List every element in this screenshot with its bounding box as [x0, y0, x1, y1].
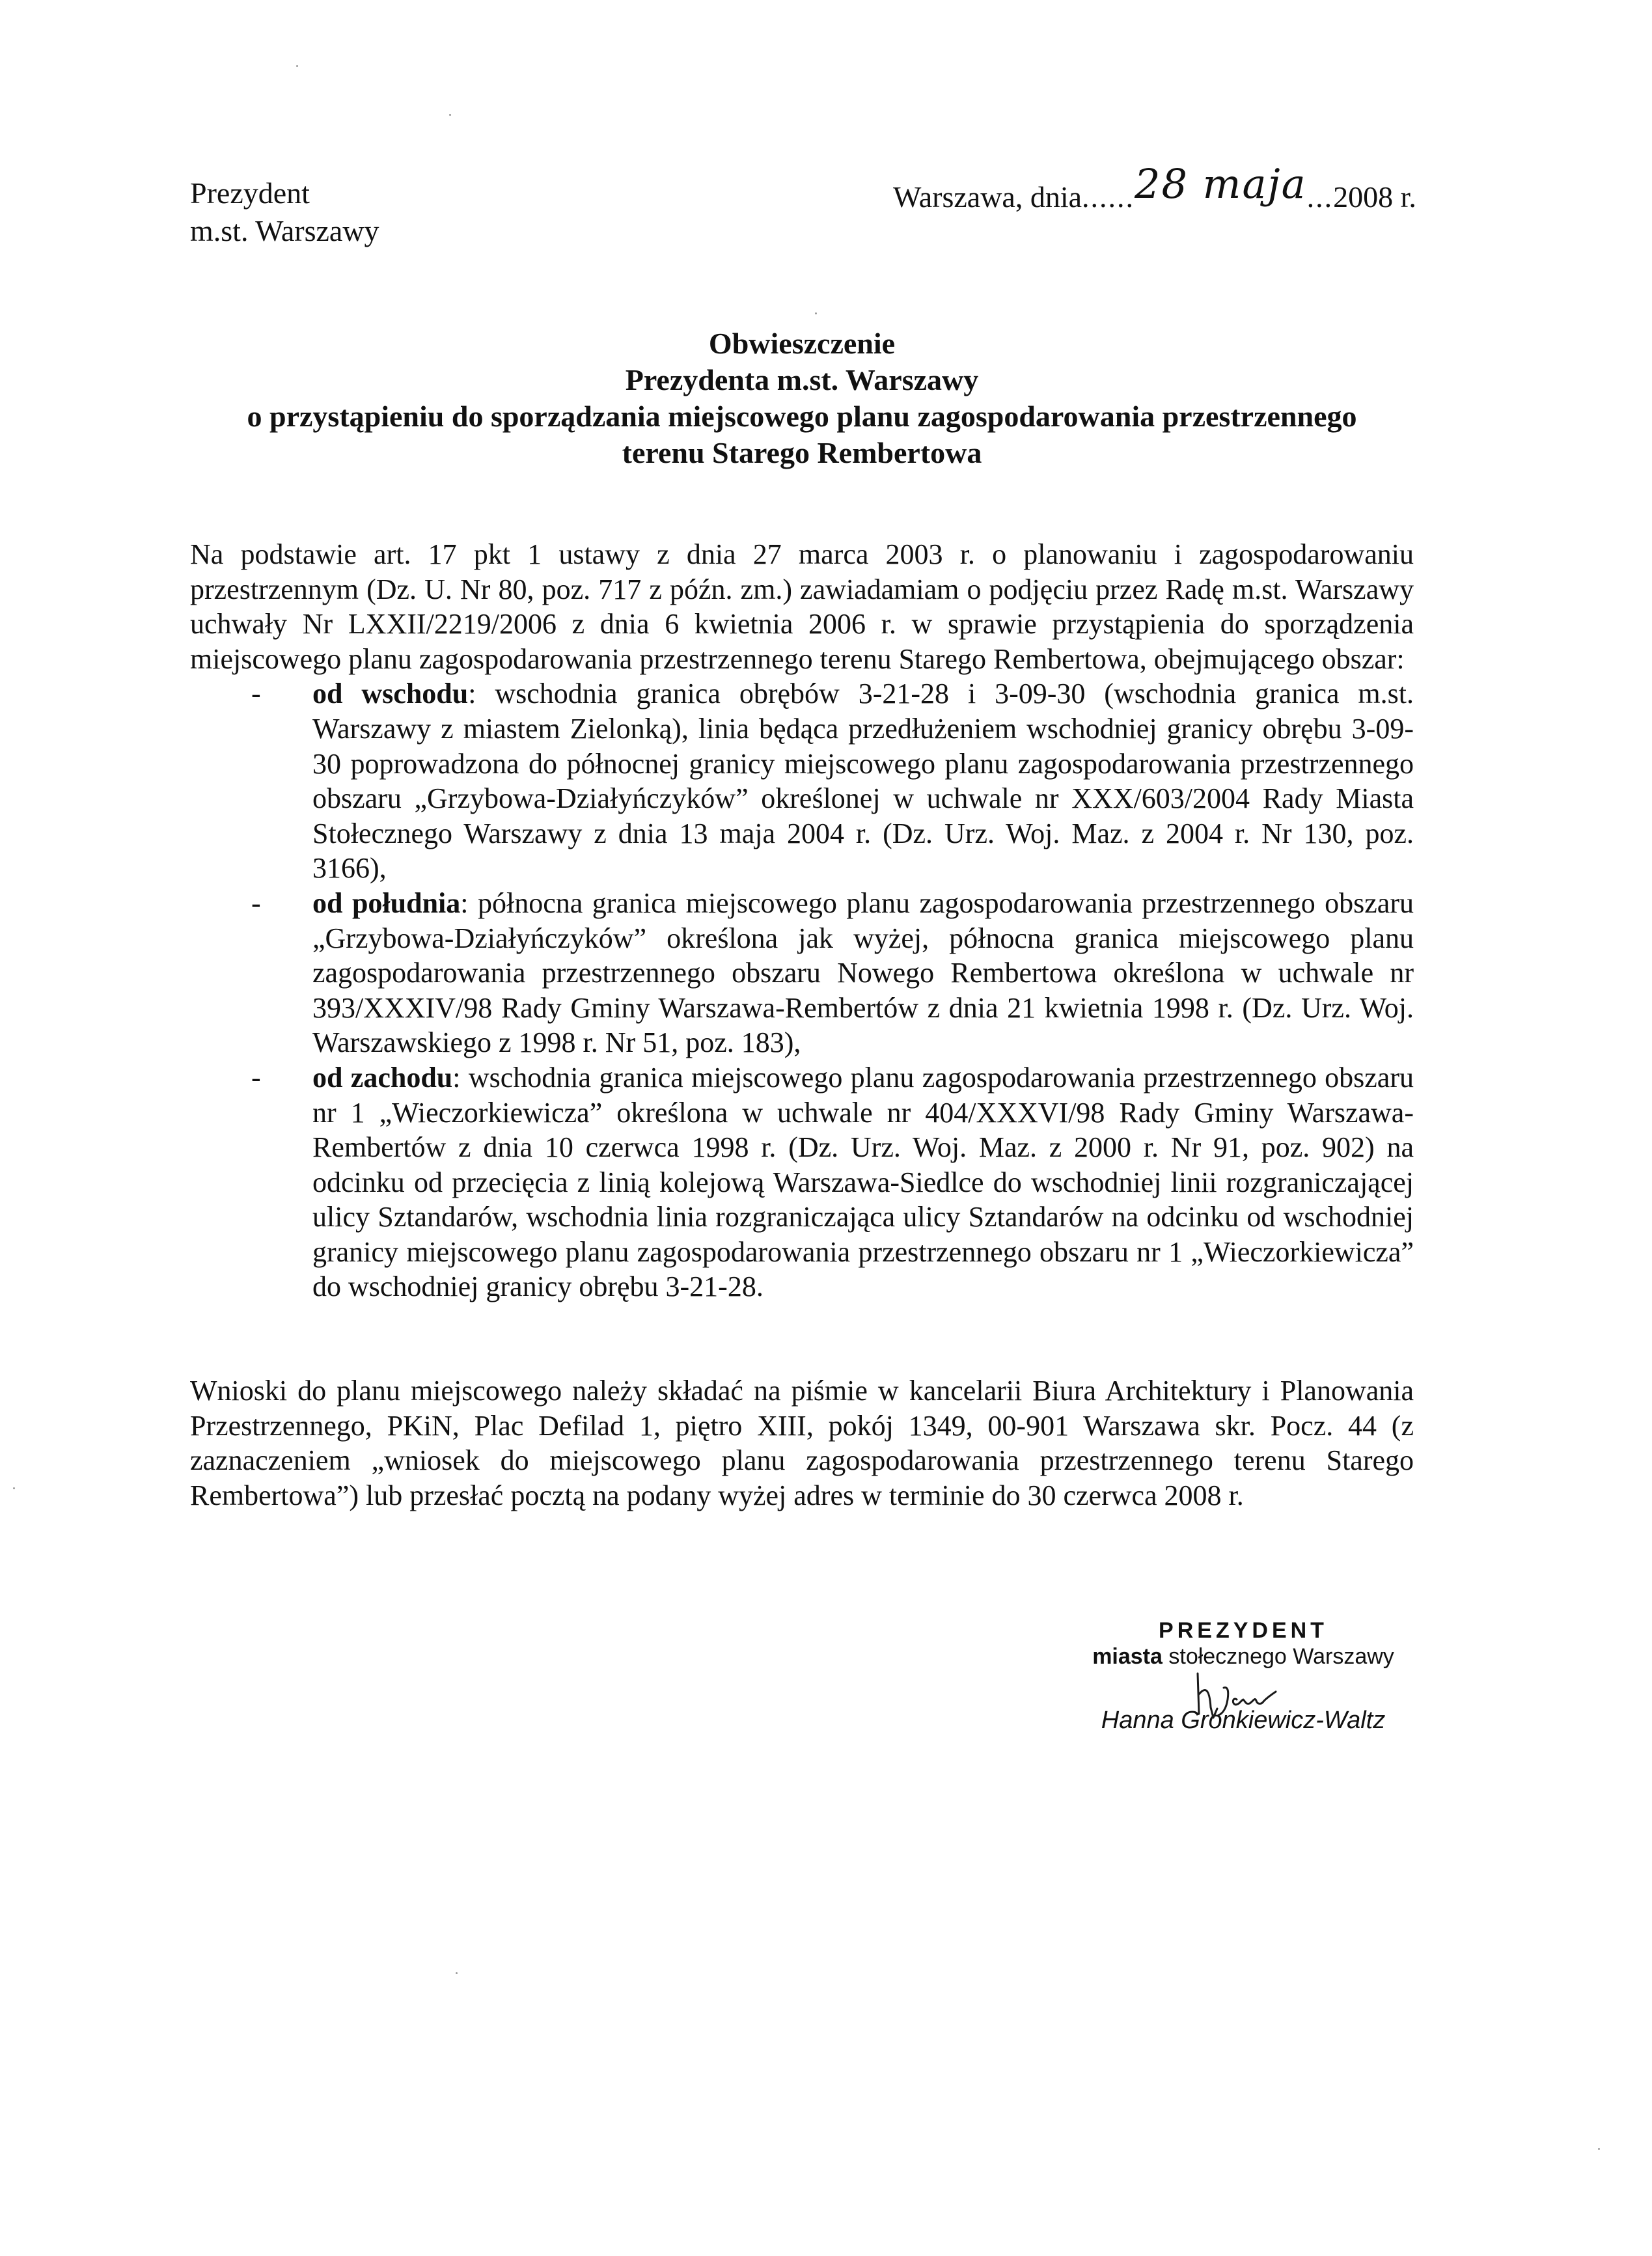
signatory-name: Hanna Gronkiewicz-Waltz: [1101, 1707, 1386, 1734]
date-prefix: Warszawa, dnia: [893, 180, 1082, 213]
boundary-text: : północna granica miejscowego planu zagospodarowania przestrzennego obszaru „Grzybowa-Działyńczyków” określona jak wyżej, północna granica miejscowego planu zagospodarowania przestrzennego obszaru Nowego Rembertowa określona w uchwale nr 393/XXXIV/98 Rady Gminy Warszawa-Rembertów z dnia 21 kwietnia 1998 r. (Dz. Urz. Woj. Warszawskiego z 1998 r. Nr 51, poz. 183),: [312, 887, 1414, 1059]
title-line-2: Prezydenta m.st. Warszawy: [625, 363, 979, 396]
scan-speck: [449, 114, 451, 116]
scan-speck: [13, 1487, 15, 1489]
signature-org-rest: stołecznego Warszawy: [1162, 1644, 1394, 1669]
dash-bullet-icon: -: [251, 678, 261, 710]
sender-block: [190, 174, 379, 250]
boundary-text: : wschodnia granica miejscowego planu zagospodarowania przestrzennego obszaru nr 1 „Wieczorkiewicza” określona w uchwale nr 404/XXXVI/98 Rady Gminy Warszawa-Rembertów z dnia 10 czerwca 1998 r. (Dz. Urz. Woj. Maz. z 2000 r. Nr 91, poz. 902) na odcinku od przecięcia z linią kolejową Warszawa-Siedlce do wschodniej linii rozgraniczającej ulicy Sztandarów, wschodnia linia rozgraniczająca ulicy Sztandarów na odcinku od wschodniej granicy miejscowego planu zagospodarowania przestrzennego obszaru nr 1 „Wieczorkiewicza” do wschodniej granicy obrębu 3-21-28.: [312, 1061, 1414, 1303]
boundary-label: od zachodu: [312, 1061, 453, 1094]
signature-scribble-icon: [1191, 1668, 1308, 1727]
signature-title: PREZYDENT: [1159, 1618, 1328, 1643]
document-title: [190, 325, 1414, 471]
body-section: [190, 537, 1414, 1304]
boundary-item-west: [190, 1060, 1414, 1304]
boundary-item-south: [190, 886, 1414, 1060]
boundary-item-east: [190, 676, 1414, 886]
dash-bullet-icon: -: [251, 1061, 261, 1094]
date-dots-right: ...: [1306, 180, 1334, 213]
closing-section: [190, 1373, 1414, 1513]
date-dots-left: ......: [1082, 180, 1135, 213]
signature-org-bold: miasta: [1092, 1644, 1163, 1669]
boundary-text: : wschodnia granica obrębów 3-21-28 i 3-09-30 (wschodnia granica m.st. Warszawy z miastem Zielonką), linia będąca przedłużeniem wschodniej granicy obrębu 3-09-30 poprowadzona do północnej granicy miejscowego planu zagospodarowania przestrzennego obszaru „Grzybowa-Działyńczyków” określonej w uchwale nr XXX/603/2004 Rady Miasta Stołecznego Warszawy z dnia 13 maja 2004 r. (Dz. Urz. Woj. Maz. z 2004 r. Nr 130, poz. 3166),: [312, 678, 1414, 885]
scan-speck: [296, 65, 298, 67]
sender-line-1: Prezydent: [190, 176, 310, 210]
title-line-4: terenu Starego Rembertowa: [622, 436, 982, 469]
scan-speck: [456, 1972, 458, 1974]
boundary-label: od wschodu: [312, 678, 469, 710]
title-line-3: o przystąpieniu do sporządzania miejscowego planu zagospodarowania przestrzennego: [247, 400, 1357, 433]
dash-bullet-icon: -: [251, 887, 261, 919]
intro-paragraph: Na podstawie art. 17 pkt 1 ustawy z dnia 27 marca 2003 r. o planowaniu i zagospodarowaniu przestrzennym (Dz. U. Nr 80, poz. 717 z późn. zm.) zawiadamiam o podjęciu przez Radę m.st. Warszawy uchwały Nr LXXII/2219/2006 z dnia 6 kwietnia 2006 r. w sprawie przystąpienia do sporządzenia miejscowego planu zagospodarowania przestrzennego terenu Starego Rembertowa, obejmującego obszar:: [190, 538, 1414, 675]
date-suffix: 2008 r.: [1333, 180, 1416, 213]
boundary-label: od południa: [312, 887, 461, 919]
signature-block: [1041, 1617, 1445, 1735]
handwritten-signature: [1041, 1670, 1445, 1722]
closing-paragraph: Wnioski do planu miejscowego należy składać na piśmie w kancelarii Biura Architektury i Planowania Przestrzennego, PKiN, Plac Defilad 1, piętro XIII, pokój 1349, 00-901 Warszawa skr. Pocz. 44 (z zaznaczeniem „wniosek do miejscowego planu zagospodarowania przestrzennego terenu Starego Rembertowa”) lub przesłać pocztą na podany wyżej adres w terminie do 30 czerwca 2008 r.: [190, 1375, 1414, 1511]
date-line: [893, 160, 1416, 216]
title-line-1: Obwieszczenie: [708, 327, 896, 360]
sender-line-2: m.st. Warszawy: [190, 214, 379, 247]
handwritten-date: 28 maja: [1135, 160, 1307, 208]
signature-organization: [1041, 1644, 1445, 1670]
scan-speck: [1598, 2148, 1600, 2150]
boundary-list: [190, 676, 1414, 1304]
scan-speck: [815, 312, 817, 314]
